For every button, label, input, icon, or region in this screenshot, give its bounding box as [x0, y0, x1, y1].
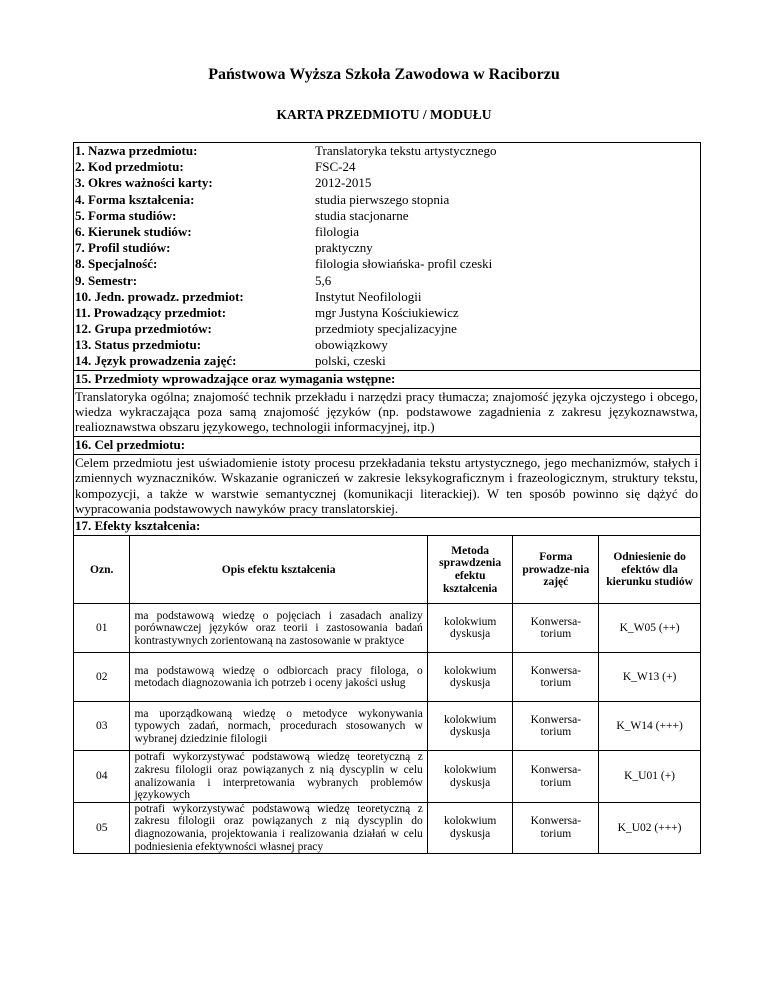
outcome-form: Konwersa-torium	[513, 802, 599, 853]
field-row	[74, 353, 700, 369]
field-row	[74, 240, 700, 256]
field-row	[74, 159, 700, 175]
outcome-method: kolokwium dyskusja	[427, 702, 513, 751]
outcomes-body	[74, 604, 700, 853]
outcome-description: ma podstawową wiedzę o odbiorcach pracy filologa, o metodach diagnozowania ich potrzeb i oceny jakości usług	[130, 653, 427, 702]
field-value: 5,6	[315, 272, 332, 288]
field-row	[74, 224, 700, 240]
field-label: 13. Status przedmiotu:	[75, 337, 202, 353]
outcome-description: potrafi wykorzystywać podstawową wiedzę teoretyczną z zakresu filologii oraz powiązanych z nią dyscyplin do diagnozowania, projektowania i realizowania działań w celu podniesienia efektywności własnej pracy	[130, 802, 427, 853]
outcome-reference: K_U01 (+)	[599, 751, 700, 802]
field-value: przedmioty specjalizacyjne	[315, 321, 457, 337]
field-value: praktyczny	[315, 240, 373, 256]
outcome-method: kolokwium dyskusja	[427, 751, 513, 802]
field-row	[74, 305, 700, 321]
field-row	[74, 192, 700, 208]
field-row	[74, 208, 700, 224]
course-card	[73, 142, 701, 854]
field-value: studia stacjonarne	[315, 207, 409, 223]
field-value: Instytut Neofilologii	[315, 288, 422, 304]
outcome-form: Konwersa-torium	[513, 604, 599, 653]
col-metoda: Metoda sprawdzenia efektu kształcenia	[427, 536, 513, 604]
outcome-description: ma uporządkowaną wiedzę o metodyce wykonywania typowych zadań, normach, procedurach stosowanych w wybranej dziedzinie filologii	[130, 702, 427, 751]
field-label: 2. Kod przedmiotu:	[75, 159, 184, 175]
field-label: 8. Specjalność:	[75, 256, 158, 272]
field-row	[74, 321, 700, 337]
table-row	[74, 653, 700, 702]
table-row	[74, 604, 700, 653]
outcome-reference: K_U02 (+++)	[599, 802, 700, 853]
field-list	[74, 143, 700, 370]
card-title: KARTA PRZEDMIOTU / MODUŁU	[276, 107, 492, 122]
field-label: 3. Okres ważności karty:	[75, 175, 213, 191]
field-value: filologia	[315, 223, 360, 239]
field-value: obowiązkowy	[315, 337, 388, 353]
field-row	[74, 273, 700, 289]
section-16-text: Celem przedmiotu jest uświadomienie istoty procesu przekładania tekstu artystycznego, jego mechanizmów, stałych i zmiennych wyznaczników. Wskazanie ograniczeń w zakresie leksykograficznym i frazeologicznym, struktury tekstu, kompozycji, a także w warstwie semantycznej (komunikacji literackiej). W ten sposób powinno się dążyć do wypracowania podstawowych nawyków pracy translatorskiej.	[75, 454, 698, 517]
col-forma: Forma prowadze-nia zajęć	[513, 536, 599, 604]
field-label: 5. Forma studiów:	[75, 207, 177, 223]
outcome-code: 03	[74, 702, 130, 751]
section-15-heading: 15. Przedmioty wprowadzające oraz wymagania wstępne:	[74, 370, 700, 388]
outcome-form: Konwersa-torium	[513, 653, 599, 702]
outcome-code: 04	[74, 751, 130, 802]
field-row	[74, 289, 700, 305]
col-odniesienie: Odniesienie do efektów dla kierunku studiów	[599, 536, 700, 604]
outcome-method: kolokwium dyskusja	[427, 653, 513, 702]
table-row	[74, 751, 700, 802]
field-value: Translatoryka tekstu artystycznego	[315, 143, 497, 158]
section-15-text: Translatoryka ogólna; znajomość technik przekładu i narzędzi pracy tłumacza; znajomość języka ojczystego i obcego, wiedza wykraczająca poza samą znajomość języków (np. podstawowe zagadnienia z zakresu językoznawstwa, realioznawstwa obszaru językowego, technologii informacyjnej, itp.)	[75, 388, 698, 435]
field-label: 9. Semestr:	[75, 272, 138, 288]
field-label: 14. Język prowadzenia zajęć:	[75, 353, 237, 369]
table-row	[74, 702, 700, 751]
field-value: polski, czeski	[315, 353, 386, 369]
col-ozn: Ozn.	[74, 536, 130, 604]
outcome-description: ma podstawową wiedzę o pojęciach i zasadach analizy porównawczej języków oraz teorii i zastosowania badań kontrastywnych zorientowaną na zastosowanie w praktyce	[130, 604, 427, 653]
field-label: 1. Nazwa przedmiotu:	[75, 143, 198, 158]
outcome-code: 05	[74, 802, 130, 853]
field-row	[74, 337, 700, 353]
page-title: Państwowa Wyższa Szkoła Zawodowa w Raciborzu	[208, 66, 560, 83]
outcome-reference: K_W05 (++)	[599, 604, 700, 653]
field-label: 11. Prowadzący przedmiot:	[75, 304, 227, 320]
outcome-code: 02	[74, 653, 130, 702]
outcome-code: 01	[74, 604, 130, 653]
field-label: 6. Kierunek studiów:	[75, 223, 192, 239]
field-value: FSC-24	[315, 159, 356, 175]
table-row	[74, 802, 700, 853]
field-row	[74, 175, 700, 191]
field-row	[74, 256, 700, 272]
field-label: 7. Profil studiów:	[75, 240, 171, 256]
outcome-description: potrafi wykorzystywać podstawową wiedzę teoretyczną z zakresu filologii oraz powiązanych z nią dyscyplin w celu analizowania i interpretowania wybranych problemów językowych	[130, 751, 427, 802]
outcome-form: Konwersa-torium	[513, 702, 599, 751]
outcome-method: kolokwium dyskusja	[427, 802, 513, 853]
outcome-method: kolokwium dyskusja	[427, 604, 513, 653]
section-16-heading: 16. Cel przedmiotu:	[74, 436, 700, 454]
section-17-heading: 17. Efekty kształcenia:	[74, 517, 700, 535]
field-label: 4. Forma kształcenia:	[75, 191, 195, 207]
field-value: 2012-2015	[315, 175, 372, 191]
field-label: 10. Jedn. prowadz. przedmiot:	[75, 288, 244, 304]
outcome-reference: K_W14 (+++)	[599, 702, 700, 751]
outcome-reference: K_W13 (+)	[599, 653, 700, 702]
field-value: studia pierwszego stopnia	[315, 191, 450, 207]
field-row	[74, 143, 700, 159]
field-label: 12. Grupa przedmiotów:	[75, 321, 212, 337]
field-value: mgr Justyna Kościukiewicz	[315, 304, 459, 320]
field-value: filologia słowiańska- profil czeski	[315, 256, 493, 272]
col-opis: Opis efektu kształcenia	[130, 536, 427, 604]
outcome-form: Konwersa-torium	[513, 751, 599, 802]
outcomes-table	[74, 535, 700, 853]
